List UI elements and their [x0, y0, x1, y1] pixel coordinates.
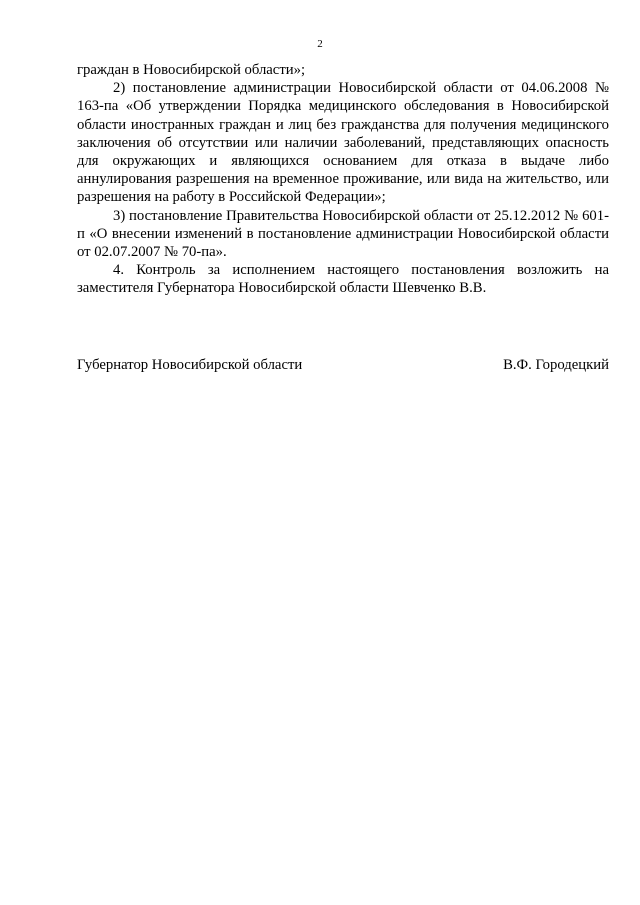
paragraph-continuation: граждан в Новосибирской области»; [77, 62, 306, 78]
paragraph-item-4: 4. Контроль за исполнением настоящего постановления возложить на заместителя Губернатора Новосибирской области Шевченко В.В. [77, 262, 609, 297]
paragraph-item-3: 3) постановление Правительства Новосибирской области от 25.12.2012 № 601-п «О внесении изменений в постановление администрации Новосибирской области от 02.07.2007 № 70-па». [77, 207, 609, 261]
document-body [77, 61, 609, 298]
signature-block [77, 356, 609, 374]
signatory-position: Губернатор Новосибирской области [77, 357, 303, 373]
page-number: 2 [317, 38, 323, 50]
paragraph-item-2: 2) постановление администрации Новосибирской области от 04.06.2008 № 163-па «Об утверждении Порядка медицинского обследования в Новосибирской области иностранных граждан и лиц без гражданства для получения медицинского заключения об отсутствии или наличии заболеваний, представляющих опасность для окружающих и являющихся основанием для отказа в выдаче либо аннулирования разрешения на временное проживание, или вида на жительство, или разрешения на работу в Российской Федерации»; [77, 80, 609, 206]
signatory-name: В.Ф. Городецкий [503, 357, 609, 373]
